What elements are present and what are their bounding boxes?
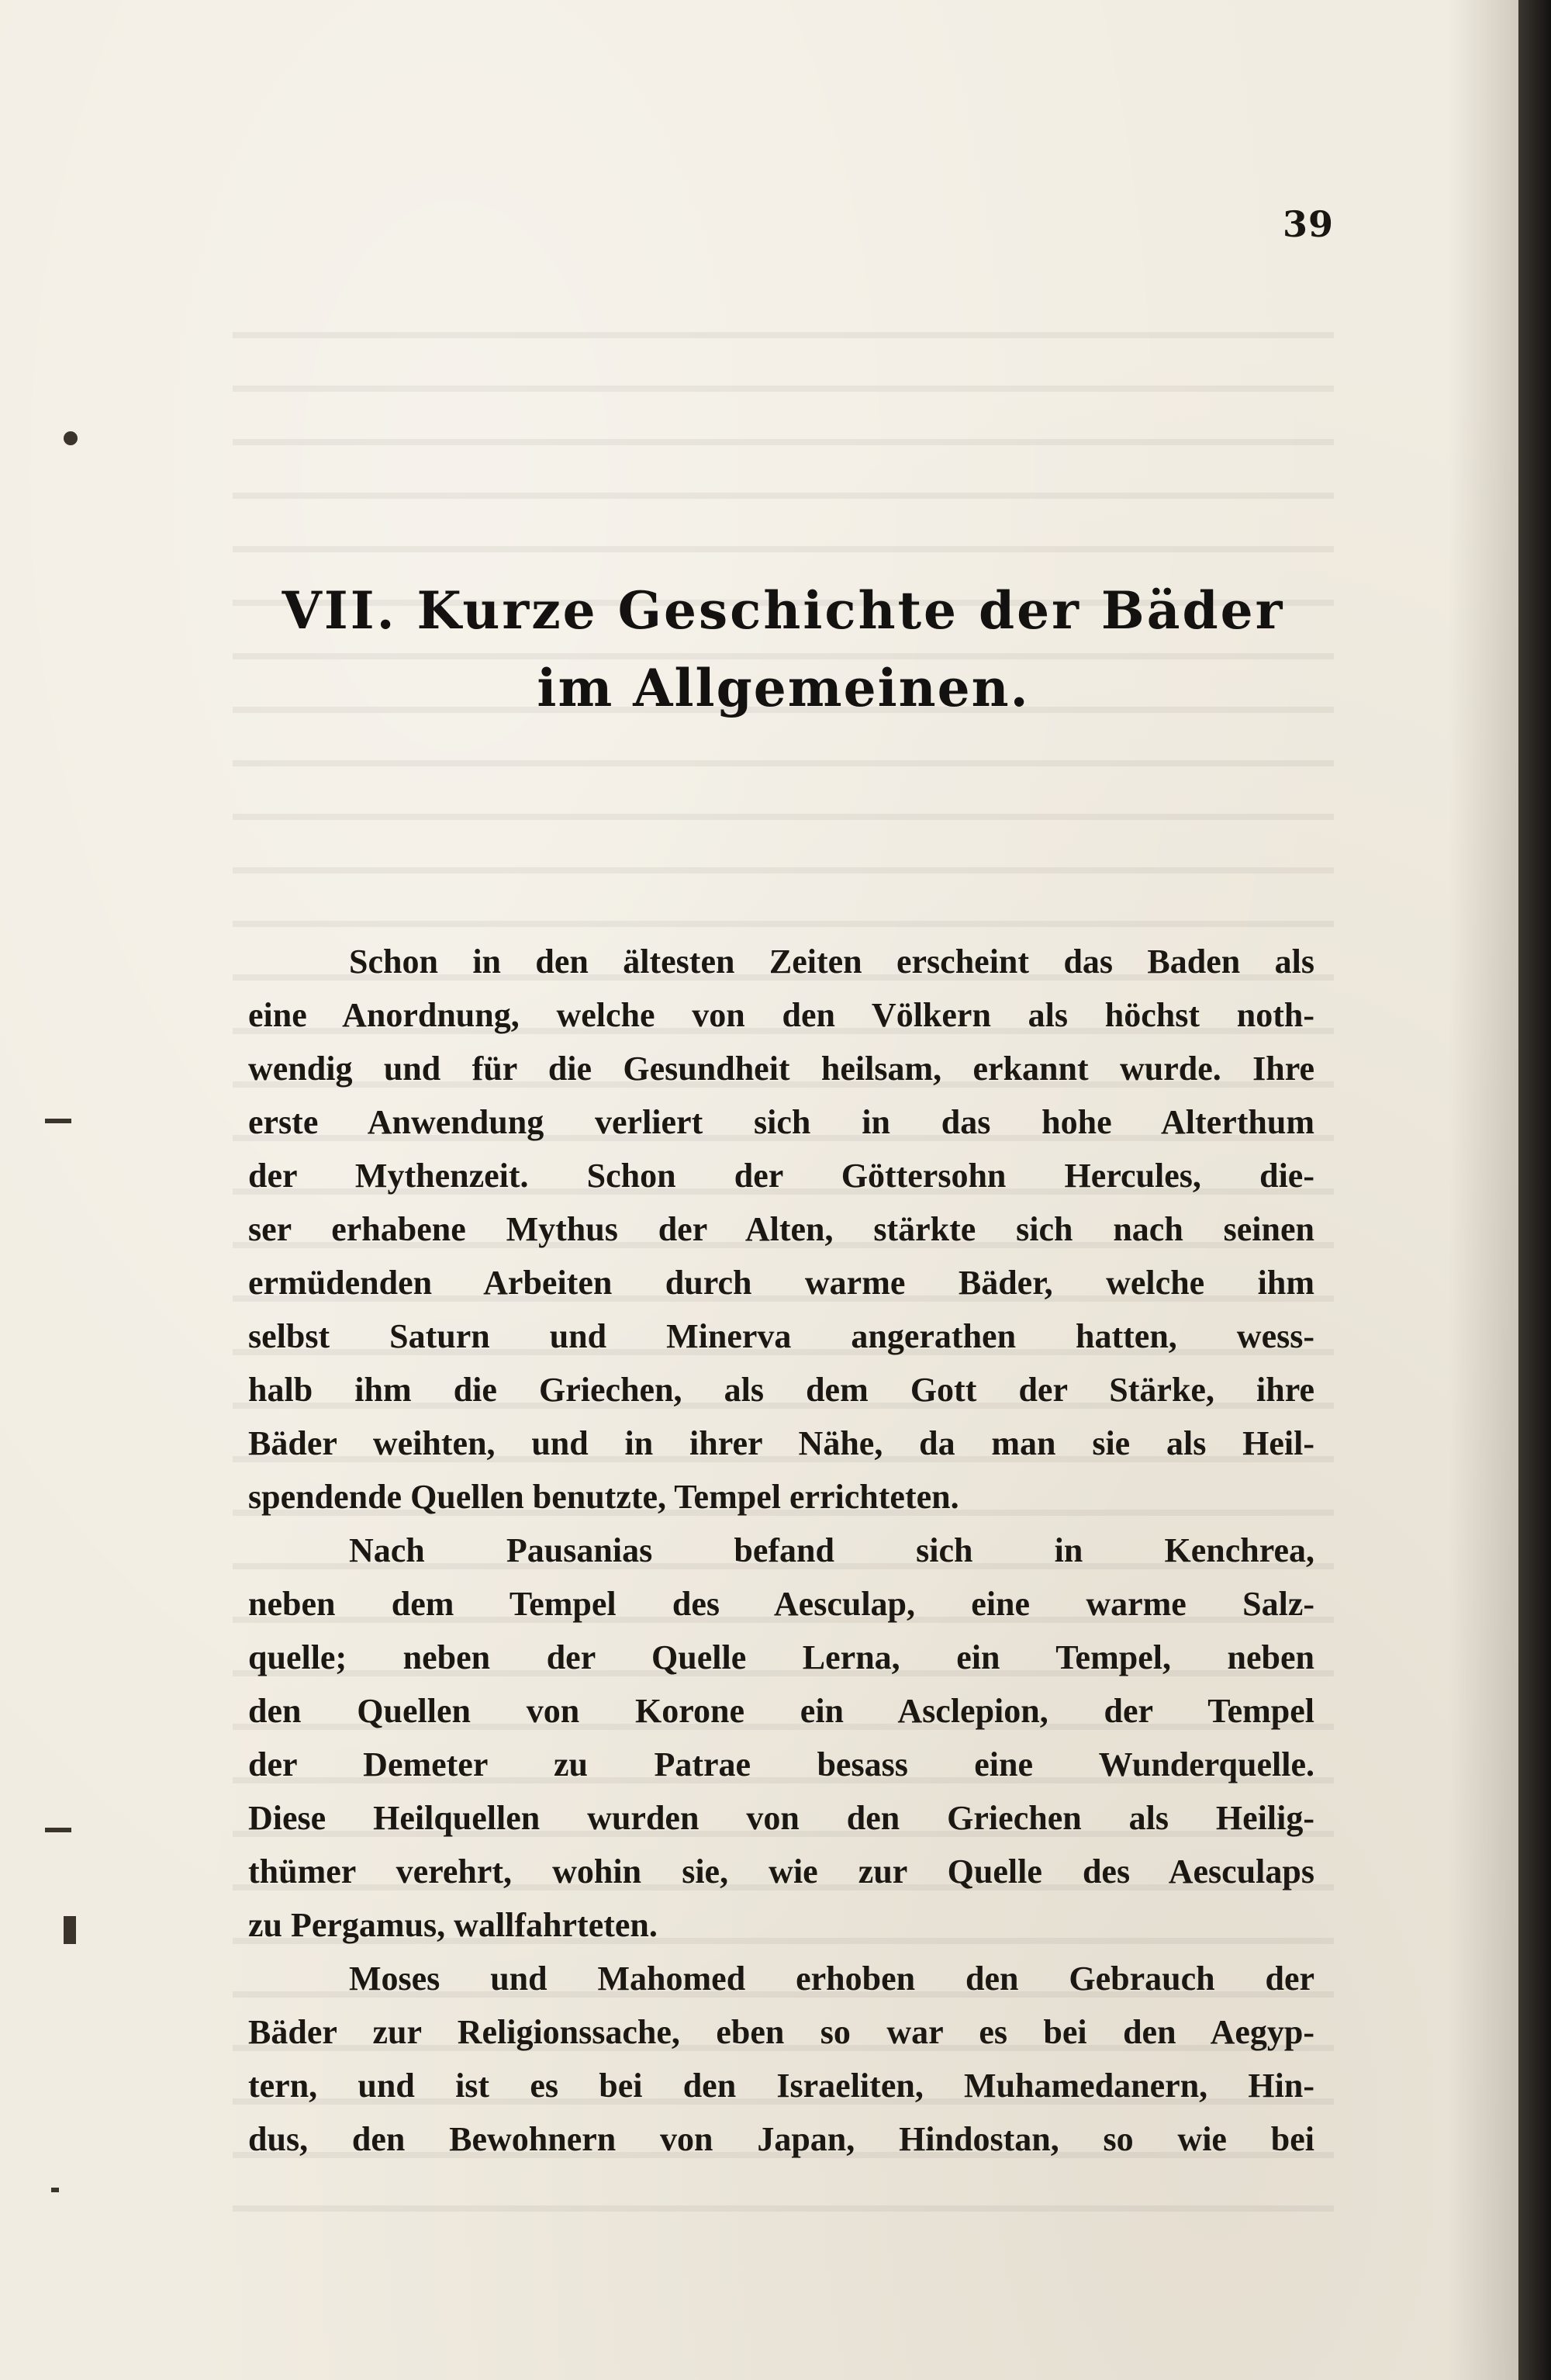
gutter-shadow <box>1449 0 1518 2380</box>
chapter-heading-line-2: im Allgemeinen. <box>537 658 1030 718</box>
text-line: erste Anwendung verliert sich in das hohe Alterthum <box>248 1103 1314 1141</box>
text-line: Diese Heilquellen wurden von den Griechen als Heilig- <box>248 1799 1314 1837</box>
text-line: selbst Saturn und Minerva angerathen hatten, wess- <box>248 1317 1314 1355</box>
text-line: spendende Quellen benutzte, Tempel errichteten. <box>248 1478 959 1516</box>
text-line: halb ihm die Griechen, als dem Gott der Stärke, ihre <box>248 1371 1314 1409</box>
text-line: ermüdenden Arbeiten durch warme Bäder, welche ihm <box>248 1264 1314 1302</box>
scan-border <box>1518 0 1551 2380</box>
text-line: zu Pergamus, wallfahrteten. <box>248 1906 658 1944</box>
text-line: dus, den Bewohnern von Japan, Hindostan, so wie bei <box>248 2120 1314 2158</box>
text-line: Bäder zur Religionssache, eben so war es bei den Aegyp- <box>248 2013 1314 2051</box>
text-line: ser erhabene Mythus der Alten, stärkte sich nach seinen <box>248 1210 1314 1248</box>
text-line: Moses und Mahomed erhoben den Gebrauch der <box>349 1960 1314 1998</box>
margin-mark <box>64 431 78 445</box>
body-text <box>248 939 1314 2170</box>
text-line: den Quellen von Korone ein Asclepion, der Tempel <box>248 1692 1314 1730</box>
text-line: Schon in den ältesten Zeiten erscheint das Baden als <box>349 943 1314 981</box>
text-line: der Demeter zu Patrae besass eine Wunderquelle. <box>248 1745 1314 1783</box>
margin-mark <box>45 1828 71 1832</box>
text-line: quelle; neben der Quelle Lerna, ein Tempel, neben <box>248 1638 1314 1676</box>
text-line: neben dem Tempel des Aesculap, eine warme Salz- <box>248 1585 1314 1623</box>
text-line: tern, und ist es bei den Israeliten, Muhamedanern, Hin- <box>248 2067 1314 2105</box>
page-number: 39 <box>1282 203 1334 245</box>
text-line: eine Anordnung, welche von den Völkern als höchst noth- <box>248 996 1314 1034</box>
margin-mark <box>51 2188 59 2192</box>
text-line: wendig und für die Gesundheit heilsam, erkannt wurde. Ihre <box>248 1050 1314 1088</box>
text-line: der Mythenzeit. Schon der Göttersohn Hercules, die- <box>248 1157 1314 1195</box>
text-line: thümer verehrt, wohin sie, wie zur Quelle des Aesculaps <box>248 1852 1314 1891</box>
margin-mark <box>45 1119 71 1123</box>
text-line: Nach Pausanias befand sich in Kenchrea, <box>349 1531 1314 1569</box>
margin-mark <box>64 1916 76 1944</box>
text-line: Bäder weihten, und in ihrer Nähe, da man sie als Heil- <box>248 1424 1314 1462</box>
chapter-heading-line-1: VII. Kurze Geschichte der Bäder <box>282 580 1285 641</box>
